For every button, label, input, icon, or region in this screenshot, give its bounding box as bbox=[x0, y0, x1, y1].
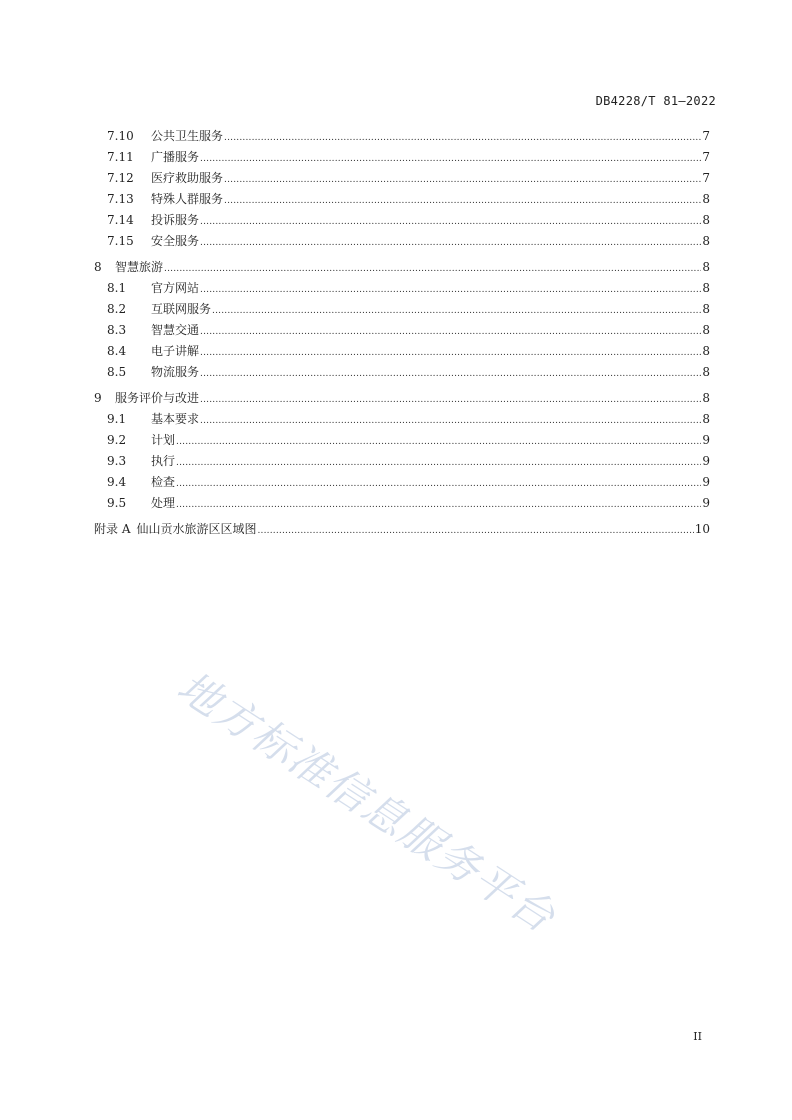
toc-entry-title: 基本要求 bbox=[151, 412, 200, 426]
toc-leader-dots bbox=[212, 306, 701, 316]
toc-entry-number: 8.3 bbox=[107, 323, 127, 337]
toc-entry[interactable] bbox=[94, 211, 710, 232]
toc-leader-dots bbox=[200, 154, 701, 164]
toc-entry-title: 公共卫生服务 bbox=[151, 129, 224, 143]
toc-leader-dots bbox=[200, 217, 701, 227]
toc-entry-title: 电子讲解 bbox=[151, 344, 200, 358]
toc-entry-page: 8 bbox=[702, 391, 710, 405]
toc-leader-dots bbox=[200, 416, 701, 426]
toc-entry[interactable] bbox=[94, 494, 710, 515]
toc-entry[interactable] bbox=[94, 321, 710, 342]
toc-entry-title: 智慧交通 bbox=[151, 323, 200, 337]
toc-entry-page: 8 bbox=[702, 260, 710, 274]
toc-entry-title: 安全服务 bbox=[151, 234, 200, 248]
toc-entry-number: 8.2 bbox=[107, 302, 127, 316]
toc-entry-page: 8 bbox=[702, 344, 710, 358]
toc-entry-number: 9.4 bbox=[107, 475, 127, 489]
toc-leader-dots bbox=[176, 437, 701, 447]
toc-entry-page: 7 bbox=[702, 171, 710, 185]
toc-entry-page: 8 bbox=[702, 365, 710, 379]
toc-entry[interactable] bbox=[94, 389, 710, 410]
toc-entry-title: 仙山贡水旅游区区域图 bbox=[136, 522, 257, 536]
toc-entry-title: 特殊人群服务 bbox=[151, 192, 224, 206]
toc-entry-number: 9 bbox=[94, 391, 102, 405]
toc-entry[interactable] bbox=[94, 342, 710, 363]
toc-entry-page: 8 bbox=[702, 302, 710, 316]
toc-leader-dots bbox=[200, 395, 701, 405]
toc-entry-page: 10 bbox=[694, 522, 710, 536]
toc-entry-number: 7.12 bbox=[107, 171, 134, 185]
toc-entry-page: 9 bbox=[702, 496, 710, 510]
toc-entry-page: 8 bbox=[702, 412, 710, 426]
toc-entry-title: 互联网服务 bbox=[151, 302, 212, 316]
toc-entry-title: 执行 bbox=[151, 454, 176, 468]
toc-entry-title: 医疗救助服务 bbox=[151, 171, 224, 185]
toc-entry-number: 7.13 bbox=[107, 192, 134, 206]
toc-entry-number: 9.1 bbox=[107, 412, 127, 426]
toc-leader-dots bbox=[224, 175, 701, 185]
toc-leader-dots bbox=[200, 285, 701, 295]
toc-entry-number: 8.4 bbox=[107, 344, 127, 358]
toc-entry-page: 7 bbox=[702, 150, 710, 164]
toc-entry-number: 9.2 bbox=[107, 433, 127, 447]
toc-entry-number: 9.5 bbox=[107, 496, 127, 510]
toc-leader-dots bbox=[176, 500, 701, 510]
toc-leader-dots bbox=[176, 479, 701, 489]
toc-entry[interactable] bbox=[94, 279, 710, 300]
toc-entry-page: 9 bbox=[702, 433, 710, 447]
page-number: II bbox=[693, 1030, 702, 1043]
toc-entry-page: 9 bbox=[702, 454, 710, 468]
toc-entry-page: 8 bbox=[702, 323, 710, 337]
toc-leader-dots bbox=[200, 238, 701, 248]
toc-leader-dots bbox=[224, 196, 701, 206]
toc-entry[interactable] bbox=[94, 300, 710, 321]
toc-entry[interactable] bbox=[94, 520, 710, 541]
toc-entry-number: 8 bbox=[94, 260, 102, 274]
document-id: DB4228/T 81—2022 bbox=[595, 94, 716, 108]
toc-entry[interactable] bbox=[94, 232, 710, 253]
toc-entry[interactable] bbox=[94, 473, 710, 494]
toc-entry-number: 7.10 bbox=[107, 129, 134, 143]
toc-entry-page: 8 bbox=[702, 192, 710, 206]
toc-entry[interactable] bbox=[94, 363, 710, 384]
toc-entry-title: 处理 bbox=[151, 496, 176, 510]
toc-entry-number: 8.5 bbox=[107, 365, 127, 379]
toc-entry-title: 投诉服务 bbox=[151, 213, 200, 227]
toc-entry-page: 9 bbox=[702, 475, 710, 489]
toc-entry-page: 7 bbox=[702, 129, 710, 143]
toc-leader-dots bbox=[164, 264, 701, 274]
toc-entry-number: 8.1 bbox=[107, 281, 127, 295]
toc-entry-title: 计划 bbox=[151, 433, 176, 447]
toc-leader-dots bbox=[224, 133, 701, 143]
toc-entry[interactable] bbox=[94, 431, 710, 452]
watermark: 地方标准信息服务平台 bbox=[168, 661, 565, 943]
toc-entry-title: 检查 bbox=[151, 475, 176, 489]
table-of-contents bbox=[94, 127, 710, 541]
toc-entry[interactable] bbox=[94, 452, 710, 473]
toc-entry-page: 8 bbox=[702, 213, 710, 227]
toc-leader-dots bbox=[258, 526, 694, 536]
toc-entry[interactable] bbox=[94, 190, 710, 211]
toc-entry-number: 附录 A bbox=[94, 522, 131, 536]
toc-leader-dots bbox=[200, 348, 701, 358]
toc-entry-title: 广播服务 bbox=[151, 150, 200, 164]
toc-entry[interactable] bbox=[94, 258, 710, 279]
toc-entry[interactable] bbox=[94, 127, 710, 148]
toc-entry-page: 8 bbox=[702, 234, 710, 248]
toc-entry[interactable] bbox=[94, 410, 710, 431]
toc-leader-dots bbox=[200, 327, 701, 337]
toc-entry-title: 智慧旅游 bbox=[115, 260, 164, 274]
toc-entry-number: 7.15 bbox=[107, 234, 134, 248]
toc-entry-number: 7.14 bbox=[107, 213, 134, 227]
toc-entry[interactable] bbox=[94, 169, 710, 190]
toc-entry-page: 8 bbox=[702, 281, 710, 295]
toc-leader-dots bbox=[176, 458, 701, 468]
toc-entry-number: 7.11 bbox=[107, 150, 134, 164]
toc-leader-dots bbox=[200, 369, 701, 379]
toc-entry-title: 服务评价与改进 bbox=[115, 391, 200, 405]
toc-entry-number: 9.3 bbox=[107, 454, 127, 468]
toc-entry-title: 官方网站 bbox=[151, 281, 200, 295]
toc-entry[interactable] bbox=[94, 148, 710, 169]
toc-entry-title: 物流服务 bbox=[151, 365, 200, 379]
